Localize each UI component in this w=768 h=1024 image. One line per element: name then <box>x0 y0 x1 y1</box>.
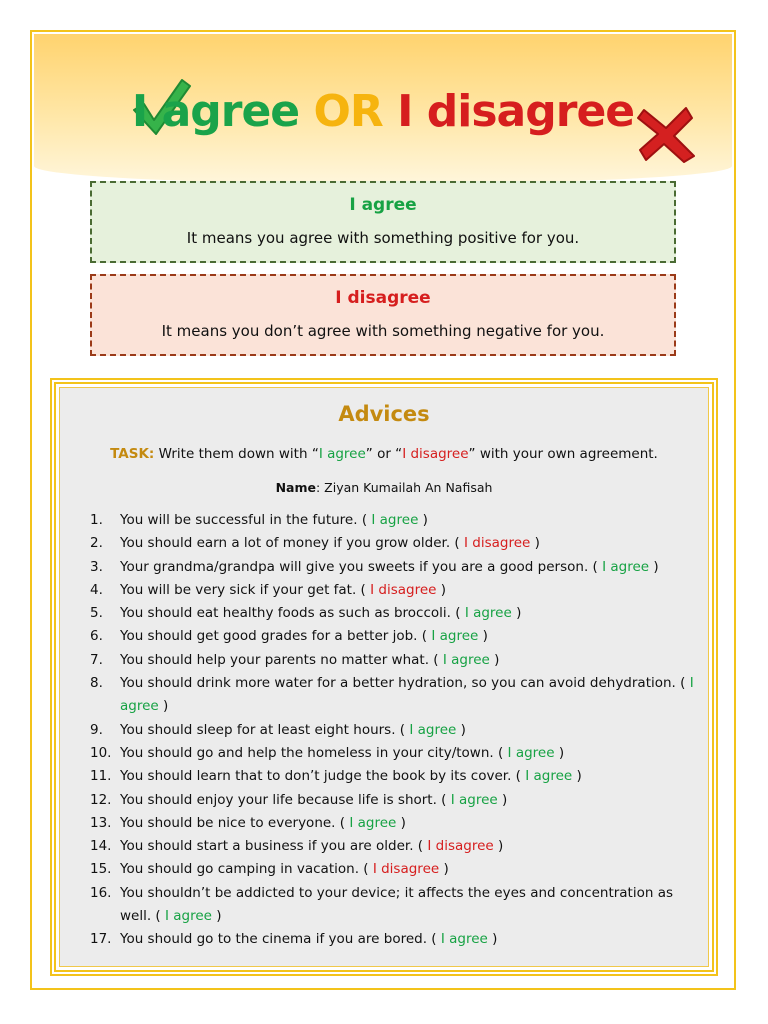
list-item <box>90 928 700 951</box>
item-number: 4. <box>90 581 103 598</box>
item-number: 16. <box>90 884 112 901</box>
item-statement: Your grandma/grandpa will give you sweets if you are a good person. ( <box>120 558 598 575</box>
list-item <box>90 858 700 881</box>
item-statement: You will be very sick if your get fat. ( <box>120 581 366 598</box>
task-text-prefix: Write them down with “ <box>154 446 319 462</box>
item-close-paren: ) <box>443 861 449 878</box>
list-item <box>90 765 700 788</box>
item-close-paren: ) <box>460 721 466 738</box>
disagree-definition-box <box>90 274 676 356</box>
item-number: 10. <box>90 744 112 761</box>
item-statement: You should start a business if you are older. ( <box>120 838 424 855</box>
item-answer: I disagree <box>463 535 531 552</box>
list-item <box>90 742 700 765</box>
list-item <box>90 812 700 835</box>
item-answer: I agree <box>165 908 212 925</box>
item-answer: I agree <box>602 558 650 575</box>
advice-list <box>90 509 700 952</box>
item-answer: I agree <box>371 512 419 528</box>
item-number: 12. <box>90 791 112 808</box>
agree-definition-box <box>90 181 676 263</box>
list-item <box>90 556 700 579</box>
list-item <box>90 625 700 648</box>
item-statement: You should drink more water for a better hydration, so you can avoid dehydration. ( <box>120 675 686 692</box>
item-statement: You shouldn’t be addicted to your device; it affects the eyes and concentration as well. ( <box>120 884 674 925</box>
header-banner <box>34 34 732 184</box>
item-close-paren: ) <box>216 908 222 925</box>
item-close-paren: ) <box>494 651 500 668</box>
page-title <box>34 86 732 137</box>
task-agree-text: I agree <box>318 446 366 462</box>
item-answer: I disagree <box>372 861 440 878</box>
list-item <box>90 672 700 719</box>
item-answer: I agree <box>442 651 490 668</box>
item-close-paren: ) <box>422 512 428 528</box>
item-number: 9. <box>90 721 103 738</box>
list-item <box>90 532 700 555</box>
name-label: Name <box>275 480 316 495</box>
title-disagree: I disagree <box>397 86 635 137</box>
item-close-paren: ) <box>576 768 582 785</box>
item-statement: You should earn a lot of money if you grow older. ( <box>120 535 460 552</box>
advices-panel <box>50 378 718 976</box>
list-item <box>90 509 700 532</box>
item-number: 11. <box>90 768 112 785</box>
red-cross-icon <box>636 104 696 164</box>
item-answer: I agree <box>349 814 397 831</box>
item-close-paren: ) <box>400 814 406 831</box>
item-answer: I agree <box>431 628 479 645</box>
title-agree: I agree <box>131 86 300 137</box>
item-number: 7. <box>90 651 103 668</box>
item-answer: I agree <box>507 744 555 761</box>
item-statement: You should sleep for at least eight hours. ( <box>120 721 406 738</box>
item-close-paren: ) <box>498 838 504 855</box>
list-item <box>90 649 700 672</box>
disagree-box-description: It means you don’t agree with something negative for you. <box>161 322 605 340</box>
item-statement: You should be nice to everyone. ( <box>120 814 346 831</box>
item-answer: I agree <box>525 768 573 785</box>
task-label: TASK: <box>110 446 155 462</box>
item-answer: I agree <box>440 931 488 948</box>
item-answer: I disagree <box>370 581 437 598</box>
item-close-paren: ) <box>534 535 540 552</box>
item-statement: You should get good grades for a better job. ( <box>120 628 428 645</box>
item-statement: You should eat healthy foods as such as broccoli. ( <box>120 605 461 622</box>
list-item <box>90 719 700 742</box>
item-statement: You should go camping in vacation. ( <box>120 861 369 878</box>
item-statement: You should learn that to don’t judge the book by its cover. ( <box>120 768 521 785</box>
list-item <box>90 579 700 602</box>
item-statement: You should go to the cinema if you are bored. ( <box>120 931 437 948</box>
item-close-paren: ) <box>163 698 169 715</box>
name-value: : Ziyan Kumailah An Nafisah <box>315 480 493 495</box>
item-answer: I disagree <box>427 838 494 855</box>
item-statement: You should go and help the homeless in your city/town. ( <box>120 744 504 761</box>
agree-box-description: It means you agree with something positive for you. <box>186 229 580 247</box>
item-close-paren: ) <box>482 628 488 645</box>
item-answer: I agree <box>409 721 457 738</box>
item-answer: I agree <box>464 605 512 622</box>
task-text-middle: ” or “ <box>365 446 403 462</box>
item-answer: I agree <box>450 791 498 808</box>
item-number: 2. <box>90 535 103 552</box>
task-instruction <box>60 446 708 462</box>
item-close-paren: ) <box>492 931 498 948</box>
list-item <box>90 602 700 625</box>
item-number: 8. <box>90 675 103 692</box>
list-item <box>90 835 700 858</box>
item-number: 6. <box>90 628 103 645</box>
item-number: 1. <box>90 512 103 528</box>
agree-box-title: I agree <box>349 195 417 215</box>
item-number: 5. <box>90 605 103 622</box>
title-or: OR <box>313 86 383 137</box>
list-item <box>90 882 700 929</box>
item-close-paren: ) <box>558 744 565 761</box>
item-close-paren: ) <box>502 791 508 808</box>
disagree-box-title: I disagree <box>335 288 431 308</box>
item-statement: You should enjoy your life because life is short. ( <box>120 791 447 808</box>
item-close-paren: ) <box>440 581 447 598</box>
list-item <box>90 789 700 812</box>
advices-panel-inner <box>59 387 709 967</box>
item-close-paren: ) <box>516 605 522 622</box>
advices-title: Advices <box>338 402 430 426</box>
item-number: 3. <box>90 558 103 575</box>
task-disagree-text: I disagree <box>402 446 469 462</box>
item-statement: You will be successful in the future. ( <box>120 512 368 528</box>
task-text-suffix: ” with your own agreement. <box>468 446 658 462</box>
item-number: 17. <box>90 931 112 948</box>
item-answer: I agree <box>120 675 694 715</box>
item-number: 14. <box>90 838 112 855</box>
item-statement: You should help your parents no matter what. ( <box>120 651 439 668</box>
item-number: 13. <box>90 814 112 831</box>
item-number: 15. <box>90 861 112 878</box>
item-close-paren: ) <box>653 558 659 575</box>
student-name <box>60 480 708 495</box>
